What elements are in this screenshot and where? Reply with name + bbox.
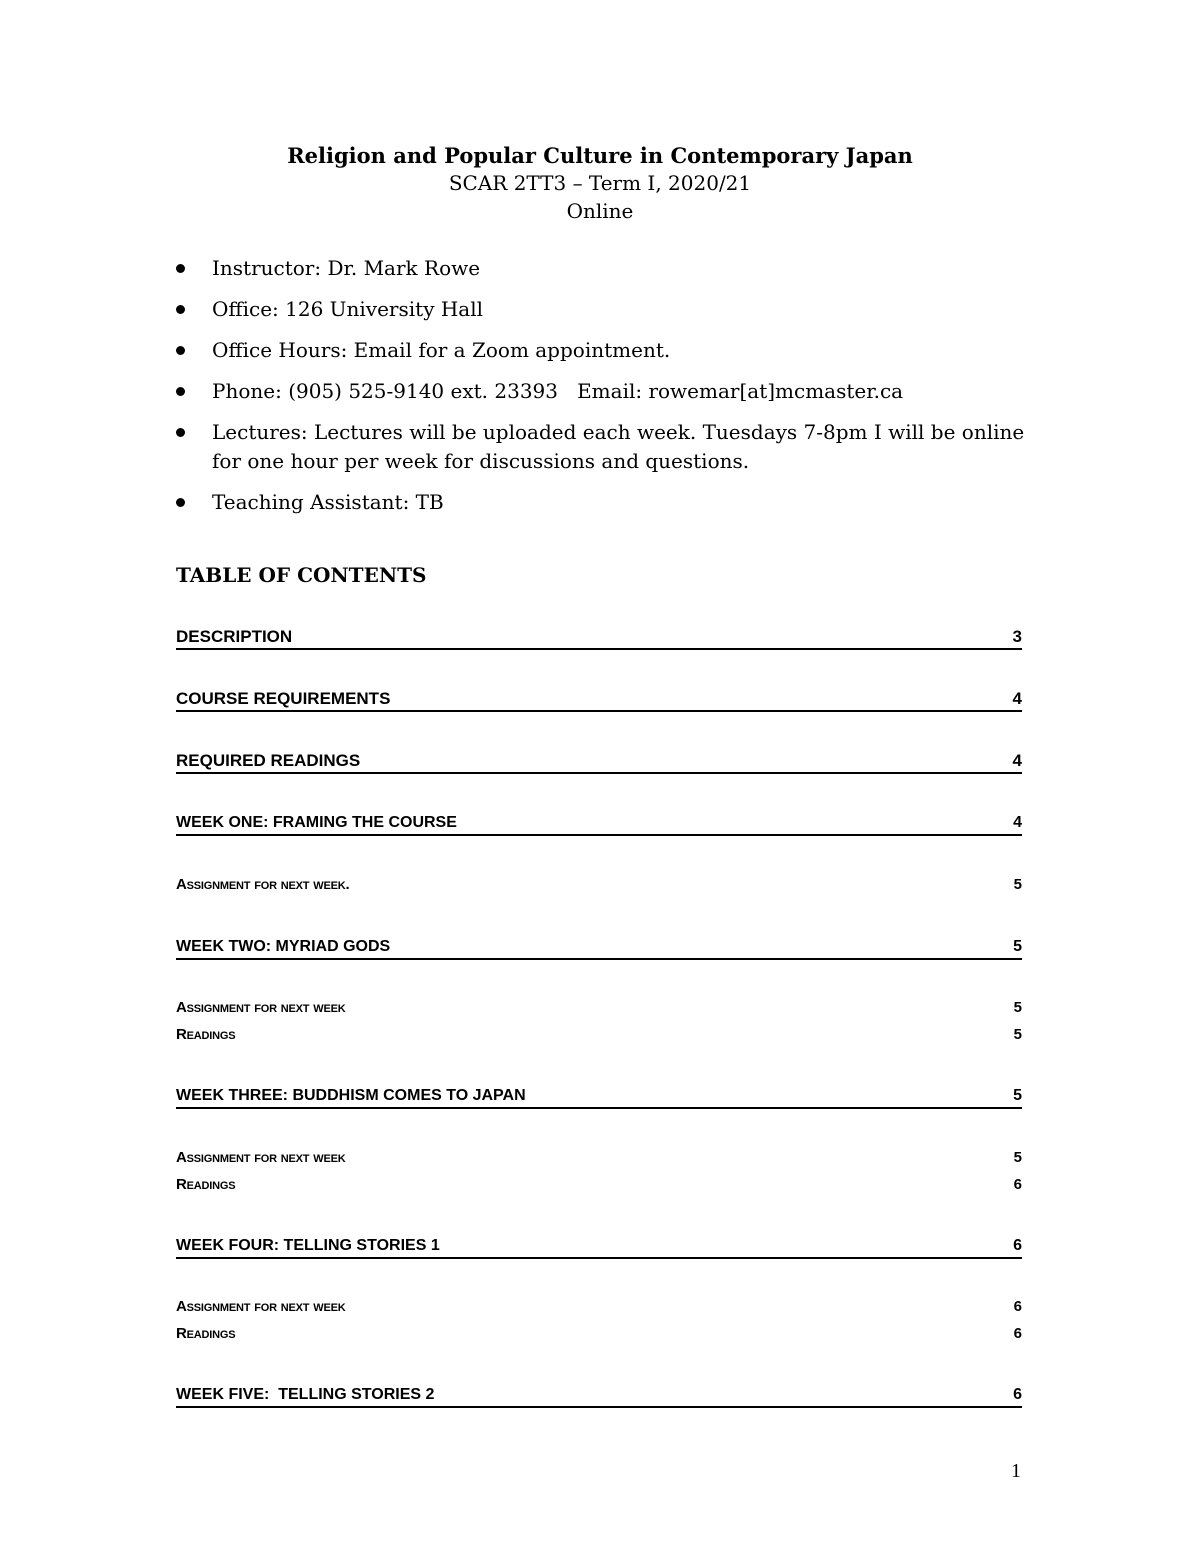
contact-text: Phone: (905) 525-9140 ext. 23393 Email: rowemar[at]mcmaster.ca: [212, 379, 904, 403]
toc-entry-required-readings[interactable]: [176, 750, 1022, 774]
toc-entry-label: Readings: [176, 1026, 236, 1043]
toc-entry-page: 5: [1013, 999, 1022, 1016]
toc-entry-page: 5: [1013, 876, 1022, 893]
toc-entry-page: 5: [1013, 1087, 1022, 1104]
toc-entry-page: 5: [1013, 1149, 1022, 1166]
toc-heading: TABLE OF CONTENTS: [176, 563, 427, 587]
list-item: [176, 418, 1026, 476]
office-hours-text: Office Hours: Email for a Zoom appointment.: [212, 338, 671, 362]
toc-entry-course-requirements[interactable]: [176, 688, 1022, 712]
toc-entry-assignment[interactable]: [176, 1147, 1022, 1169]
bullet-icon: [176, 264, 185, 273]
bullet-icon: [176, 387, 185, 396]
toc-entry-label: Assignment for next week: [176, 1149, 346, 1166]
toc-entry-page: 4: [1012, 751, 1022, 770]
toc-entry-page: 6: [1013, 1325, 1022, 1342]
list-item: [176, 377, 1026, 406]
toc-entry-label: WEEK TWO: MYRIAD GODS: [176, 938, 391, 955]
toc-entry-label: Assignment for next week: [176, 1298, 346, 1315]
list-item: [176, 254, 1026, 283]
toc-entry-week-one[interactable]: [176, 812, 1022, 836]
bullet-icon: [176, 428, 185, 437]
page-number: 1: [1011, 1460, 1021, 1482]
document-title: Religion and Popular Culture in Contemporary Japan: [287, 143, 913, 168]
toc-entry-description[interactable]: [176, 626, 1022, 650]
course-info-list: [176, 254, 1026, 529]
toc-entry-label: WEEK FIVE: TELLING STORIES 2: [176, 1386, 435, 1403]
toc-entry-page: 6: [1013, 1176, 1022, 1193]
toc-entry-page: 3: [1012, 627, 1022, 646]
toc-entry-readings[interactable]: [176, 1174, 1022, 1196]
toc-entry-label: WEEK FOUR: TELLING STORIES 1: [176, 1237, 440, 1254]
toc-entry-readings[interactable]: [176, 1323, 1022, 1345]
toc-entry-page: 6: [1013, 1386, 1022, 1403]
toc-entry-label: DESCRIPTION: [176, 627, 293, 646]
list-item: [176, 295, 1026, 324]
toc-entry-label: REQUIRED READINGS: [176, 751, 361, 770]
toc-entry-page: 4: [1012, 689, 1022, 708]
toc-entry-label: Assignment for next week.: [176, 876, 350, 893]
course-code: SCAR 2TT3 – Term I, 2020/21: [448, 171, 752, 195]
toc-entry-page: 4: [1013, 814, 1022, 831]
toc-entry-page: 5: [1013, 1026, 1022, 1043]
lectures-text: Lectures: Lectures will be uploaded each week. Tuesdays 7-8pm I will be online for one hour per week for discussions and questions.: [212, 420, 1025, 473]
list-item: [176, 336, 1026, 365]
toc-entry-label: Readings: [176, 1325, 236, 1342]
toc-entry-label: Assignment for next week: [176, 999, 346, 1016]
toc-entry-assignment[interactable]: [176, 1296, 1022, 1318]
bullet-icon: [176, 305, 185, 314]
list-item: [176, 488, 1026, 517]
toc-entry-label: WEEK THREE: BUDDHISM COMES TO JAPAN: [176, 1087, 526, 1104]
toc-entry-week-five[interactable]: [176, 1384, 1022, 1408]
toc-entry-label: COURSE REQUIREMENTS: [176, 689, 391, 708]
bullet-icon: [176, 346, 185, 355]
toc-entry-page: 6: [1013, 1237, 1022, 1254]
instructor-text: Instructor: Dr. Mark Rowe: [212, 256, 481, 280]
bullet-icon: [176, 498, 185, 507]
toc-entry-page: 6: [1013, 1298, 1022, 1315]
teaching-assistant-text: Teaching Assistant: TB: [212, 490, 444, 514]
toc-entry-assignment[interactable]: [176, 874, 1022, 896]
toc-entry-label: Readings: [176, 1176, 236, 1193]
toc-entry-page: 5: [1013, 938, 1022, 955]
toc-entry-week-four[interactable]: [176, 1235, 1022, 1259]
toc-entry-week-two[interactable]: [176, 936, 1022, 960]
toc-entry-readings[interactable]: [176, 1024, 1022, 1046]
course-mode: Online: [566, 199, 634, 223]
toc-entry-assignment[interactable]: [176, 997, 1022, 1019]
toc-entry-week-three[interactable]: [176, 1085, 1022, 1109]
toc-entry-label: WEEK ONE: FRAMING THE COURSE: [176, 814, 457, 831]
office-text: Office: 126 University Hall: [212, 297, 484, 321]
